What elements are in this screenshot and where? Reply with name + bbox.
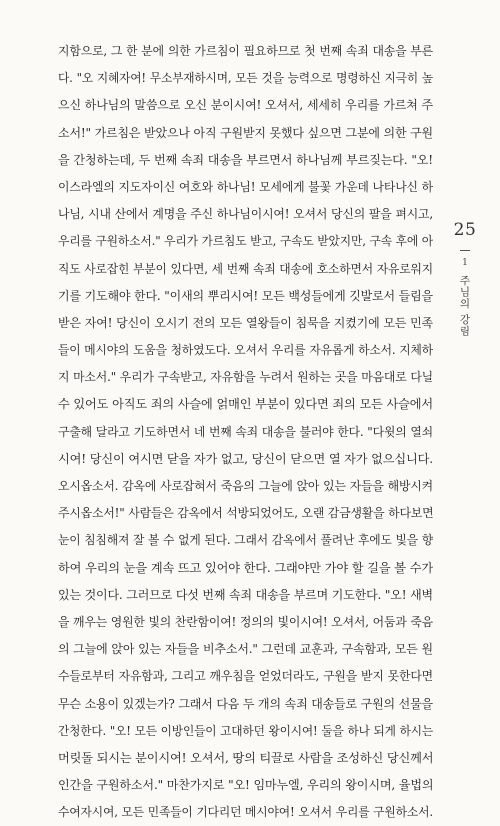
- text-line: 지함으로, 그 한 분에 의한 가르침이 필요하므로 첫 번째 속죄 대송을 부른: [58, 44, 433, 58]
- text-line: 수들로부터 자유함과, 그리고 깨우침을 얻었더라도, 구원을 받지 못한다면: [58, 669, 433, 684]
- text-line: 하여 우리의 눈을 계속 뜨고 있어야 한다. 그래야만 가야 할 길을 볼 수가: [58, 560, 433, 575]
- text-line: 이스라엘의 지도자이신 여호와 하나님! 모세에게 불꽃 가운데 나타나신 하: [58, 179, 433, 194]
- text-line: 수 있어도 아직도 죄의 사슬에 얽매인 부분이 있다면 죄의 모든 사슬에서: [58, 397, 433, 412]
- text-line: 있는 것이다. 그러므로 다섯 번째 속죄 대송을 부르며 기도한다. "오! 새벽: [58, 587, 433, 602]
- text-line: 무슨 소용이 있겠는가? 그래서 다음 두 개의 속죄 대송들로 구원의 선물을: [58, 696, 433, 711]
- text-line: 다. "오 지혜자여! 무소부재하시며, 모든 것을 능력으로 명령하신 지극히 높: [58, 71, 433, 86]
- running-title: 주님의 강림: [458, 275, 471, 337]
- text-line: 머릿돌 되시는 분이시여! 오셔서, 땅의 티끌로 사람을 조성하신 당신께서: [58, 750, 433, 765]
- page-number: 25: [453, 220, 477, 240]
- body-text: [58, 38, 433, 826]
- text-line: 받은 자여! 당신이 오시기 전의 모든 열왕들이 침묵을 지켰기에 모든 민족: [58, 315, 433, 330]
- section-number: 1: [462, 258, 468, 268]
- text-line: 눈이 침침해져 잘 볼 수 없게 된다. 그래서 감옥에서 풀려난 후에도 빛을 향: [58, 533, 433, 548]
- text-line: 직도 사로잡힌 부분이 있다면, 세 번째 속죄 대송에 호소하면서 자유로워지: [58, 261, 433, 276]
- text-line: 나님, 시내 산에서 계명을 주신 하나님이시여! 오셔서 당신의 팔을 펴시고,: [58, 207, 433, 222]
- divider: [460, 250, 470, 251]
- text-line: 지 마소서." 우리가 구속받고, 자유함을 누려서 원하는 곳을 마음대로 다닐: [58, 370, 433, 385]
- page-margin-info: [450, 220, 480, 337]
- text-line: 주시옵소서!" 사람들은 감옥에서 석방되었어도, 오랜 감금생활을 하다보면: [58, 506, 433, 521]
- text-line: 인간을 구원하소서." 마찬가지로 "오! 임마누엘, 우리의 왕이시며, 율법의: [58, 778, 433, 793]
- text-line: 간청한다. "오! 모든 이방인들이 고대하던 왕이시여! 둘을 하나 되게 하시는: [58, 723, 433, 738]
- text-line: 을 간청하는데, 두 번째 속죄 대송을 부르면서 하나님께 부르짖는다. "오!: [58, 152, 433, 167]
- text-line: 으신 하나님의 말씀으로 오신 분이시여! 오셔서, 세세히 우리를 가르쳐 주: [58, 98, 433, 113]
- text-line: 기를 기도해야 한다. "이새의 뿌리시여! 모든 백성들에게 깃발로서 들림을: [58, 288, 433, 303]
- text-line: 시여! 당신이 여시면 닫을 자가 없고, 당신이 닫으면 열 자가 없으십니다.: [58, 451, 433, 466]
- text-line: 오시옵소서. 감옥에 사로잡혀서 죽음의 그늘에 앉아 있는 자들을 해방시켜: [58, 479, 433, 493]
- text-line: 구출해 달라고 기도하면서 네 번째 속죄 대송을 불러야 한다. "다윗의 열쇠: [58, 424, 433, 439]
- text-line: 수여자시여, 모든 민족들이 기다리던 메시야여! 오셔서 우리를 구원하소서.: [58, 805, 433, 820]
- text-line: 들이 메시야의 도움을 청하였도다. 오셔서 우리를 자유롭게 하소서. 지체하: [58, 343, 433, 358]
- text-line: 을 깨우는 영원한 빛의 찬란함이여! 정의의 빛이시여! 오셔서, 어둠과 죽음: [58, 614, 433, 629]
- text-line: 소서!" 가르침은 받았으나 아직 구원받지 못했다 싶으면 그분에 의한 구원: [58, 125, 433, 140]
- text-line: 우리를 구원하소서." 우리가 가르침도 받고, 구속도 받았지만, 구속 후에 아: [58, 234, 433, 249]
- text-line: 의 그늘에 앉아 있는 자들을 비추소서." 그런데 교훈과, 구속함과, 모든 원: [58, 642, 433, 657]
